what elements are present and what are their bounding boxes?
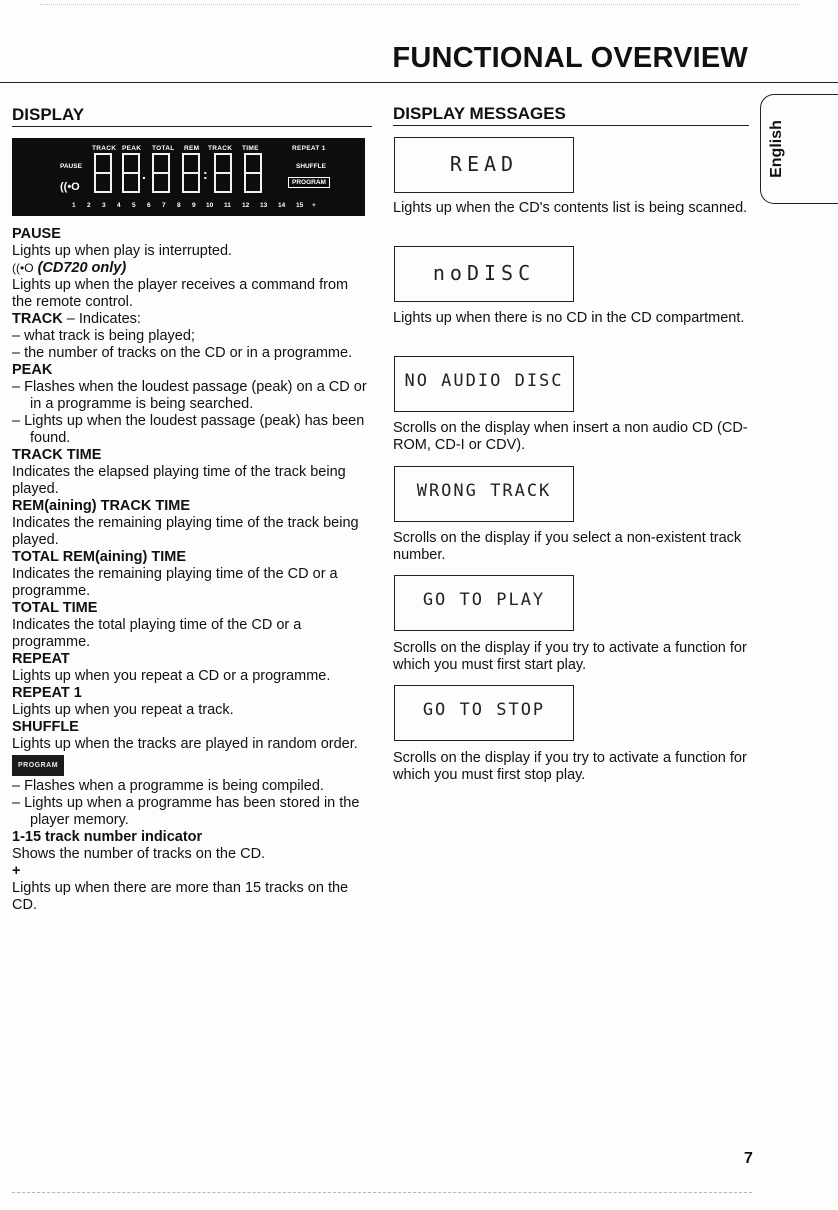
item-title [12,362,372,379]
message-display-text: GO TO PLAY [422,590,546,610]
item-title [12,685,372,702]
message-display-text: READ [449,152,519,176]
message-display-box [394,575,574,631]
display-descriptions [12,226,372,914]
panel-label: TRACK [208,145,233,152]
item-description: Shows the number of tracks on the CD. [12,846,266,862]
message-description: Scrolls on the display if you try to activate a function for which you must first stop play. [393,750,747,783]
panel-track-number: 9 [192,202,196,209]
message-display-box [394,137,574,193]
item-title [12,447,372,464]
bullet-text: – Lights up when the loudest passage (peak) has been found. [12,413,365,446]
panel-label: TRACK [92,145,117,152]
title-rule [0,82,838,83]
page-number: 7 [744,1150,753,1167]
panel-track-numbers [72,202,362,212]
message-display-text: NO AUDIO DISC [404,371,564,391]
panel-track-number: 6 [147,202,151,209]
item-title [12,829,372,846]
panel-track-number: 10 [206,202,214,209]
panel-pause-label: PAUSE [60,163,82,170]
model-note [12,260,372,277]
item-description: Lights up when you repeat a CD or a programme. [12,668,331,684]
segment-digit [122,153,140,193]
item-title-text: 1-15 track number indicator [12,829,203,845]
item-title-text: SHUFFLE [12,719,79,735]
panel-label: TIME [242,145,259,152]
segment-digit [152,153,170,193]
display-heading: DISPLAY [12,105,85,124]
item-description: Indicates the remaining playing time of the CD or a programme. [12,566,338,599]
language-tab-label: English [768,120,785,178]
message-description: Scrolls on the display if you try to activate a function for which you must first start play. [393,640,747,673]
item-title [12,498,372,515]
page-title: FUNCTIONAL OVERVIEW [392,42,748,74]
segment-digit [244,153,262,193]
item-description: Lights up when there are more than 15 tracks on the CD. [12,880,349,913]
item-title-suffix: – Indicates: [62,311,141,327]
display-heading-rule [12,126,372,127]
panel-track-number: 12 [242,202,250,209]
remote-indicator-icon: ((•O [12,261,34,275]
message-description: Scrolls on the display if you select a non-existent track number. [393,530,742,563]
item-title [12,863,372,880]
message-display-box [394,246,574,302]
scan-noise-top [40,4,800,19]
bullet-text: – Flashes when a programme is being compiled. [12,778,324,794]
item-title [12,651,372,668]
message-description: Lights up when the CD's contents list is being scanned. [393,200,748,216]
item-title-text: + [12,863,21,879]
panel-label: REPEAT 1 [292,145,326,152]
panel-track-number: 2 [87,202,91,209]
program-badge-row [12,755,372,776]
panel-track-number: 8 [177,202,181,209]
message-display-text: GO TO STOP [422,700,546,720]
item-title-text: TOTAL REM(aining) TIME [12,549,186,565]
panel-label: TOTAL [152,145,175,152]
display-panel-illustration [12,138,365,216]
segment-separator: : [203,166,208,182]
panel-track-number: 4 [117,202,121,209]
item-title-text: PAUSE [12,226,61,242]
segment-digit [182,153,200,193]
segment-separator: . [142,166,146,182]
program-badge: PROGRAM [12,755,64,776]
panel-track-number: 15 [296,202,304,209]
item-title [12,549,372,566]
model-note-text: (CD720 only) [37,260,127,276]
panel-shuffle-label: SHUFFLE [296,163,326,170]
item-description: Indicates the total playing time of the CD or a programme. [12,617,302,650]
item-description: Lights up when play is interrupted. [12,243,233,259]
message-display-text: WRONG TRACK [416,481,552,501]
message-display-box [394,466,574,522]
messages-heading-rule [393,125,749,126]
message-display-text: noDISC [432,261,536,285]
item-description: Indicates the remaining playing time of the track being played. [12,515,359,548]
message-description: Scrolls on the display when insert a non audio CD (CD-ROM, CD-I or CDV). [393,420,748,453]
panel-program-label: PROGRAM [288,177,330,188]
panel-track-number: 11 [224,202,231,209]
item-title-text: REPEAT [12,651,70,667]
bullet-text: – Lights up when a programme has been stored in the player memory. [12,795,360,828]
panel-track-number: 13 [260,202,268,209]
message-display-box [394,685,574,741]
panel-track-number: 3 [102,202,106,209]
message-display-box [394,356,574,412]
item-title [12,311,372,328]
panel-label: PEAK [122,145,142,152]
item-description: Indicates the elapsed playing time of the track being played. [12,464,346,497]
item-description: Lights up when you repeat a track. [12,702,234,718]
item-title [12,600,372,617]
bullet-text: – what track is being played; [12,328,195,344]
bullet-text: – Flashes when the loudest passage (peak) on a CD or in a programme is being searched. [12,379,367,412]
panel-track-number: 7 [162,202,166,209]
panel-label: REM [184,145,200,152]
item-description: Lights up when the tracks are played in random order. [12,736,358,752]
panel-track-number: 5 [132,202,136,209]
remote-indicator-icon: ((•O [60,181,80,193]
item-title [12,719,372,736]
scan-noise-bottom [12,1192,752,1203]
item-title-text: TOTAL TIME [12,600,98,616]
item-title-text: REM(aining) TRACK TIME [12,498,191,514]
item-description: Lights up when the player receives a command from the remote control. [12,277,349,310]
messages-heading: DISPLAY MESSAGES [393,104,566,123]
bullet-text: – the number of tracks on the CD or in a programme. [12,345,353,361]
panel-track-number: 14 [278,202,286,209]
panel-digits [92,151,282,197]
panel-track-number: 1 [72,202,76,209]
item-title-text: PEAK [12,362,53,378]
item-title-text: TRACK [12,311,63,327]
message-description: Lights up when there is no CD in the CD compartment. [393,310,745,326]
language-tab [760,94,838,204]
panel-track-number: + [312,202,316,209]
segment-digit [214,153,232,193]
item-title-text: TRACK TIME [12,447,102,463]
item-title-text: REPEAT 1 [12,685,82,701]
segment-digit [94,153,112,193]
item-title [12,226,372,243]
